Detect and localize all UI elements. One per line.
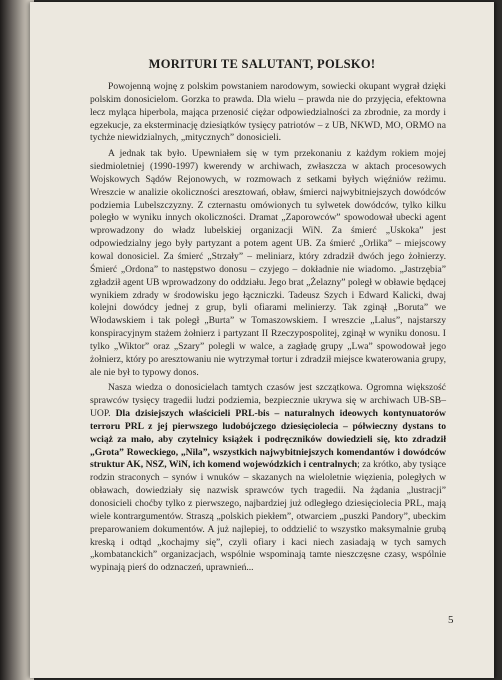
text-run: ; za krótko, aby tysiące rodzin straconych – synów i wnuków – skazanych na wieloletnie więzienia, poległych w obławach, dowiedziały się nazwisk sprawców tych tragedii. Na żądania „lustracji” donosicieli choćby tylko z pierwszego, najbardziej już odległego dziesięciolecia PRL, mają wiele kontrargumentów. Straszą „polskich piekłem”, otwarciem „puszki Pandory”, ubeckim preparowaniem dokumentów. A już najlepiej, to oddzielić to wszystko maksymalnie grubą kreską i odtąd „kochajmy się”, czyli ofiary i kaci niech zasiadają w tych samych „kombatanckich” organizacjach, wspólnie wspominają tamte nieszczęsne czasy, wspólnie wypinają pierś do odznaczeń, uprawnień... xyxy=(90,459,446,574)
text-run: A jednak tak było. Upewniałem się w tym przekonaniu z każdym rokiem mojej siedmioletniej (1990-1997) kwerendy w archiwach, zwłaszcza w aktach procesowych Wojskowych Sądów Rejonowych, w rozmowach z setkami byłych więźniów reżimu. Wreszcie w analizie okoliczności aresztowań, obław, śmierci najwybitniejszych dowódców podziemia Lubelszczyzny. Z czternastu omówionych tu sylwetek dowódców, tylko kilku poległo w wyniku innych okoliczności. Dramat „Zaporowców” spowodował ubecki agent wprowadzony do władz lubelskiej organizacji WiN. Za śmierć „Uskoka” jest odpowiedzialny jego były partyzant a potem agent UB. Za śmierć „Orlika” – miejscowy kowal donosiciel. Za śmierć „Strzały” – meliniarz, który zdradził dwóch jego żołnierzy. Śmierć „Ordona” to następstwo donosu – czyjego – dokładnie nie wiadomo. „Jastrzębia” zgładził agent UB wprowadzony do oddziału. Jego brat „Żelazny” poległ w obławie będącej wynikiem zdrady w środowisku jego łączniczki. Tadeusz Szych i Edward Kalicki, dwaj kolejni dowódcy jednej z grup, byli ofiarami melinierzy. Tak zginął „Boruta” we Włodawskiem i tak poległ „Burta” w Tomaszowskiem. I wreszcie „Lalus”, najstarszy konspiracyjnym stażem żołnierz i partyzant II Rzeczypospolitej, zginął w wyniku donosu. I tylko „Wiktor” oraz „Szary” polegli w walce, a zagładę grupy „Lwa” spowodował jego żołnierz, który po aresztowaniu nie wytrzymał tortur i zdradził miejsce kwaterowania grupy, ale nie był to typowy donos. xyxy=(90,148,446,378)
book-page-edge xyxy=(0,0,34,680)
body-text xyxy=(90,81,446,578)
bold-text-run: Dla dzisiejszych właścicieli PRL-bis – naturalnych ideowych kontynuatorów terroru PRL z jej pierwszego ludobójczego dziesięciolecia – półwieczny dystans to wciąż za mało, aby czytelnicy książek i podręczników dowiedzieli się, kto zdradził „Grota” Roweckiego, „Nila”, wszystkich najwybitniejszych komendantów i dowódców struktur AK, NSZ, WiN, ich komend wojewódzkich i centralnych xyxy=(90,408,446,471)
page-number: 5 xyxy=(448,614,454,626)
book-page xyxy=(30,2,494,678)
text-run: Nasza wiedza o donosicielach tamtych czasów jest szczątkowa. Ogromna większość sprawców tysięcy tragedii ludzi podziemia, bezpiecznie ukrywa się w archiwach UB-SB– UOP. xyxy=(90,382,446,420)
text-run: Powojenną wojnę z polskim powstaniem narodowym, sowiecki okupant wygrał dzięki polskim donosicielom. Gorzka to prawda. Dla wielu – prawda nie do przyjęcia, efektowna lecz myląca hiperbola, mająca przenosić ciężar odpowiedzialności za zbrodnie, za mordy i egzekucje, za eksterminację dziesiątków tysięcy patriotów – z UB, NKWD, MO, ORMO na tychże niewidzialnych, „mitycznych” donosicieli. xyxy=(90,81,446,144)
paragraph xyxy=(90,382,446,575)
paragraph xyxy=(90,81,446,145)
paragraph xyxy=(90,148,446,379)
page-title: MORITURI TE SALUTANT, POLSKO! xyxy=(148,57,376,71)
